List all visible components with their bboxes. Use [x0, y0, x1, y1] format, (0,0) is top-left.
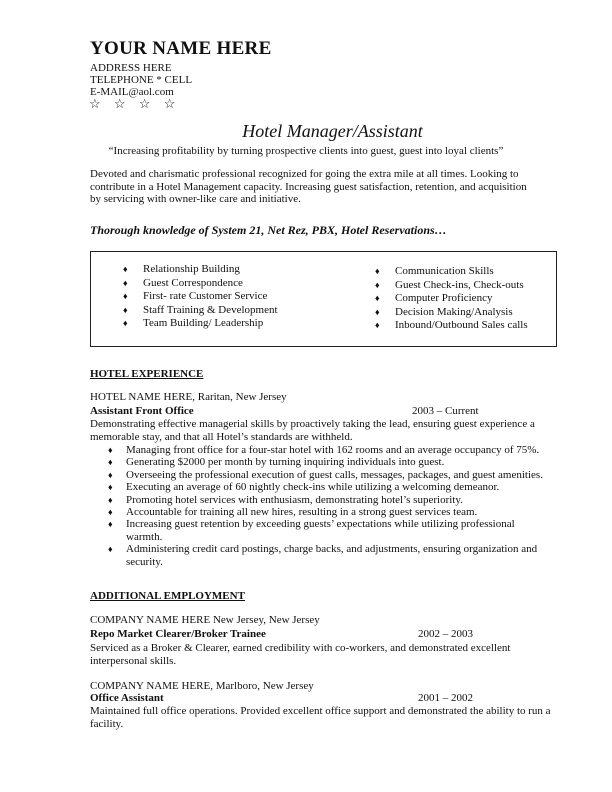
role-description: Maintained full office operations. Provided excellent office support and demonstrated the ability to run a facility. — [90, 705, 551, 730]
date-range: 2001 – 2002 — [418, 692, 473, 704]
section-heading-additional-employment: ADDITIONAL EMPLOYMENT — [90, 590, 245, 602]
summary: Devoted and charismatic professional recognized for going the extra mile at all times. Looking to contribute in a Hotel Management capacity. Increasing guest satisfaction, retention, and acquisition by servicing with owner-like care and initiative. — [90, 168, 527, 205]
list-item: ♦ Staff Training & Development — [123, 304, 278, 318]
address: ADDRESS HERE — [90, 62, 172, 74]
list-item: ♦ Accountable for training all new hires, resulting in a strong guest services team. — [108, 506, 548, 518]
telephone: TELEPHONE * CELL — [90, 74, 193, 86]
knowledge-line: Thorough knowledge of System 21, Net Rez, PBX, Hotel Reservations… — [90, 223, 447, 237]
job-title: Hotel Manager/Assistant — [242, 121, 423, 141]
role-description: Serviced as a Broker & Clearer, earned credibility with co-workers, and demonstrated excellent interpersonal skills. — [90, 642, 511, 667]
skills-left-list — [123, 263, 278, 331]
list-item: ♦ Computer Proficiency — [375, 292, 528, 306]
section-heading-hotel-experience: HOTEL EXPERIENCE — [90, 368, 204, 380]
list-item: ♦ Increasing guest retention by exceeding guests’ expectations while utilizing professional warmth. — [108, 518, 548, 543]
star-rating-icon: ☆ ☆ ☆ ☆ — [89, 96, 181, 111]
list-item: ♦ Communication Skills — [375, 265, 528, 279]
list-item: ♦ Team Building/ Leadership — [123, 317, 278, 331]
list-item: ♦ Decision Making/Analysis — [375, 306, 528, 320]
skills-right-list — [375, 265, 528, 333]
role-title: Office Assistant — [90, 692, 164, 704]
list-item: ♦ Administering credit card postings, charge backs, and adjustments, ensuring organization and security. — [108, 543, 548, 568]
list-item: ♦ Guest Check-ins, Check-outs — [375, 279, 528, 293]
list-item: ♦ First- rate Customer Service — [123, 290, 278, 304]
role-description: Demonstrating effective managerial skills by proactively taking the lead, ensuring guest experience a memorable stay, and that all Hotel’s standards are withheld. — [90, 418, 535, 443]
candidate-name: YOUR NAME HERE — [90, 38, 272, 59]
employer: HOTEL NAME HERE, Raritan, New Jersey — [90, 391, 287, 403]
achievement-list — [108, 444, 548, 568]
employer: COMPANY NAME HERE New Jersey, New Jersey — [90, 614, 320, 626]
role-title: Assistant Front Office — [90, 405, 194, 417]
employer: COMPANY NAME HERE, Marlboro, New Jersey — [90, 680, 314, 692]
tagline: “Increasing profitability by turning prospective clients into guest, guest into loyal clients” — [108, 145, 504, 157]
list-item: ♦ Overseeing the professional execution of guest calls, messages, packages, and guest amenities. — [108, 469, 548, 481]
date-range: 2003 – Current — [412, 405, 479, 417]
list-item: ♦ Guest Correspondence — [123, 277, 278, 291]
list-item: ♦ Promoting hotel services with enthusiasm, demonstrating hotel’s superiority. — [108, 494, 548, 506]
list-item: ♦ Generating $2000 per month by turning inquiring individuals into guest. — [108, 456, 548, 468]
email: E-MAIL@aol.com — [90, 86, 174, 98]
list-item: ♦ Managing front office for a four-star hotel with 162 rooms and an average occupancy of 75%. — [108, 444, 548, 456]
list-item: ♦ Executing an average of 60 nightly check-ins while utilizing a welcoming demeanor. — [108, 481, 548, 493]
skills-box — [90, 251, 557, 347]
role-title: Repo Market Clearer/Broker Trainee — [90, 628, 266, 640]
list-item: ♦ Inbound/Outbound Sales calls — [375, 319, 528, 333]
date-range: 2002 – 2003 — [418, 628, 473, 640]
list-item: ♦ Relationship Building — [123, 263, 278, 277]
